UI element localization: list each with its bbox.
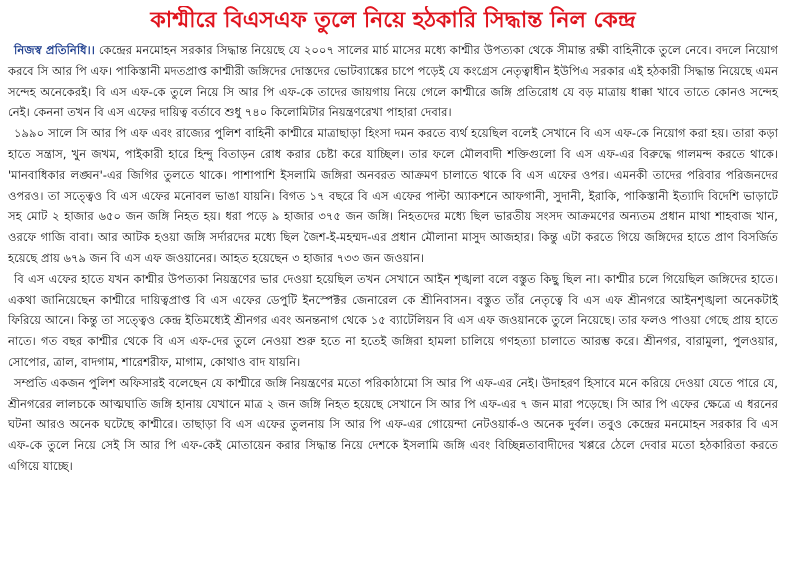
paragraph-text: বি এস এফের হাতে যখন কাশ্মীর উপত্যকা নিয়ন্ত্রণের ভার দেওয়া হয়েছিল তখন সেখানে আইন শৃঙ্খলা বলে বস্তুত কিছু ছিল না। কাশ্মীর চলে গিয়েছিল জঙ্গিদের হাতে। একথা জানিয়েছেন কাশ্মীরে দায়িত্বপ্রাপ্ত বি এস এফের ডেপুটি ইনস্পেক্টর জেনারেল কে শ্রীনিবাসন। বস্তুত তাঁর নেতৃত্বে বি এস এফ শ্রীনগরে আইনশৃঙ্খলা অনেকটাই ফিরিয়ে আনে। কিন্তু তা সত্ত্বেও কেন্দ্র ইতিমধ্যেই শ্রীনগর এবং অনন্তনাগ থেকে ১৫ ব্যাটেলিয়ন বি এস এফ জওয়ানকে তুলে নিয়েছে। তার ফলও পাওয়া গেছে প্রায় হাতে নাতে। গত বছর কাশ্মীর থেকে বি এস এফ-দের তুলে নেওয়া শুরু হতে না হতেই জঙ্গিরা হামলা চালিয়ে গণহত্যা চালাতে আরম্ভ করে। শ্রীনগর, বারামুলা, পুলওয়ার, সোপোর, ত্রাল, বাদগাম, শারেশরীফ, মাগাম, কোথাও বাদ যায়নি। — [8, 271, 778, 369]
article-paragraph-3 — [8, 269, 778, 373]
article-paragraph-2 — [8, 123, 778, 269]
article-body — [8, 40, 778, 477]
paragraph-text: সম্প্রতি একজন পুলিশ অফিসারই বলেছেন যে কাশ্মীরে জঙ্গি নিয়ন্ত্রণের মতো পরিকাঠামো সি আর পি এফ-এর নেই। উদাহরণ হিসাবে মনে করিয়ে দেওয়া যেতে পারে যে, শ্রীনগরের লালচকে আত্মঘাতি জঙ্গি হানায় যেখানে মাত্র ২ জন জঙ্গি নিহত হয়েছে সেখানে সি আর পি এফ-এর ৭ জন মারা পড়েছে। সি আর পি এফের ক্ষেত্রে এ ধরনের ঘটনা আরও অনেক ঘটেছে কাশ্মীরে। তাছাড়া বি এস এফের তুলনায় সি আর পি এফ-এর গোয়েন্দা নেটওয়ার্ক-ও অনেক দুর্বল। তবুও কেন্দ্রের মনমোহন সরকার বি এস এফ-কে তুলে নিয়ে সেই সি আর পি এফ-কেই মোতায়েন করার সিদ্ধান্ত নিয়ে দেশকে ইসলামি জঙ্গি এবং বিচ্ছিন্নতাবাদীদের খপ্পরে ঠেলে দেবার মতো হঠকারিতা করতে এগিয়ে যাচ্ছে। — [8, 375, 778, 473]
paragraph-text: ১৯৯০ সালে সি আর পি এফ এবং রাজ্যের পুলিশ বাহিনী কাশ্মীরে মাত্রাছাড়া হিংসা দমন করতে ব্যর্থ হয়েছিল বলেই সেখানে বি এস এফ-কে নিয়োগ করা হয়। তারা কড়া হাতে সন্ত্রাস, খুন জখম, পাইকারী হারে হিন্দু বিতাড়ন রোধ করার চেষ্টা করে যাচ্ছিল। তার ফলে মৌলবাদী শক্তিগুলো বি এস এফ-এর বিরুদ্ধে গালমন্দ করতে থাকে। 'মানবাধিকার লঙ্ঘন'-এর জিগির তুলতে থাকে। পাশাপাশি ইসলামি জঙ্গিরা অনবরত আক্রমণ চালাতে থাকে বি এস এফের ওপর। এমনকী তাদের পরিবার পরিজনদের ওপরও। তা সত্ত্বেও বি এস এফের মনোবল ভাঙা যায়নি। বিগত ১৭ বছরে বি এস এফের পাল্টা অ্যাকশনে আফগানী, সুদানী, ইরাকি, পাকিস্তানী ইত্যাদি বিদেশি ভাড়াটে সহ মোট ২ হাজার ৬৫০ জন জঙ্গি নিহত হয়। ধরা পড়ে ৯ হাজার ৩৭৫ জন জঙ্গি। নিহতদের মধ্যে ছিল ভারতীয় সংসদ আক্রমণের অন্যতম প্রধান মাথা শাহবাজ খান, ওরফে গাজি বাবা। আর আটক হওয়া জঙ্গি সর্দারদের মধ্যে ছিল জৈশ-ই-মহম্মদ-এর প্রধান মৌলানা মাসুদ আজহার। কিন্তু এটা করতে গিয়ে জঙ্গিদের হাতে প্রাণ বিসর্জিত হয়েছে প্রায় ৬৭৯ জন বি এস এফ জওয়ানের। আহত হয়েছেন ৩ হাজার ৭৩৩ জন জওয়ান। — [8, 126, 778, 265]
article-headline: কাশ্মীরে বিএসএফ তুলে নিয়ে হঠকারি সিদ্ধান্ত নিল কেন্দ্র — [150, 8, 636, 33]
article-paragraph-4 — [8, 373, 778, 477]
article-paragraph-1 — [8, 40, 778, 123]
byline: নিজস্ব প্রতিনিধি।। — [14, 43, 95, 57]
paragraph-text: কেন্দ্রের মনমোহন সরকার সিদ্ধান্ত নিয়েছে যে ২০০৭ সালের মার্চ মাসের মধ্যে কাশ্মীর উপত্যকা থেকে সীমান্ত রক্ষী বাহিনীকে তুলে নেবে। বদলে নিয়োগ করবে সি আর পি এফ। পাকিস্তানী মদতপ্রাপ্ত কাশ্মীরী জঙ্গিদের দোস্তদের ভোটব্যাঙ্কের চাপে পড়েই যে কংগ্রেস নেতৃত্বাধীন ইউপিএ সরকার এই হঠকারী সিদ্ধান্ত নিয়েছে এমন সন্দেহ অনেকেরই। বি এস এফ-কে তুলে নিয়ে সি আর পি এফ-কে তাদের জায়গায় নিয়ে গেলে কাশ্মীরে জঙ্গি প্রতিরোধ যে বড় মাত্রায় ধাক্কা খাবে তাতে কোনও সন্দেহ নেই। কেননা তখন বি এস এফের দায়িত্ব বর্তাবে শুধু ৭৪০ কিলোমিটার নিয়ন্ত্রণরেখা পাহারা দেবার। — [8, 43, 778, 120]
